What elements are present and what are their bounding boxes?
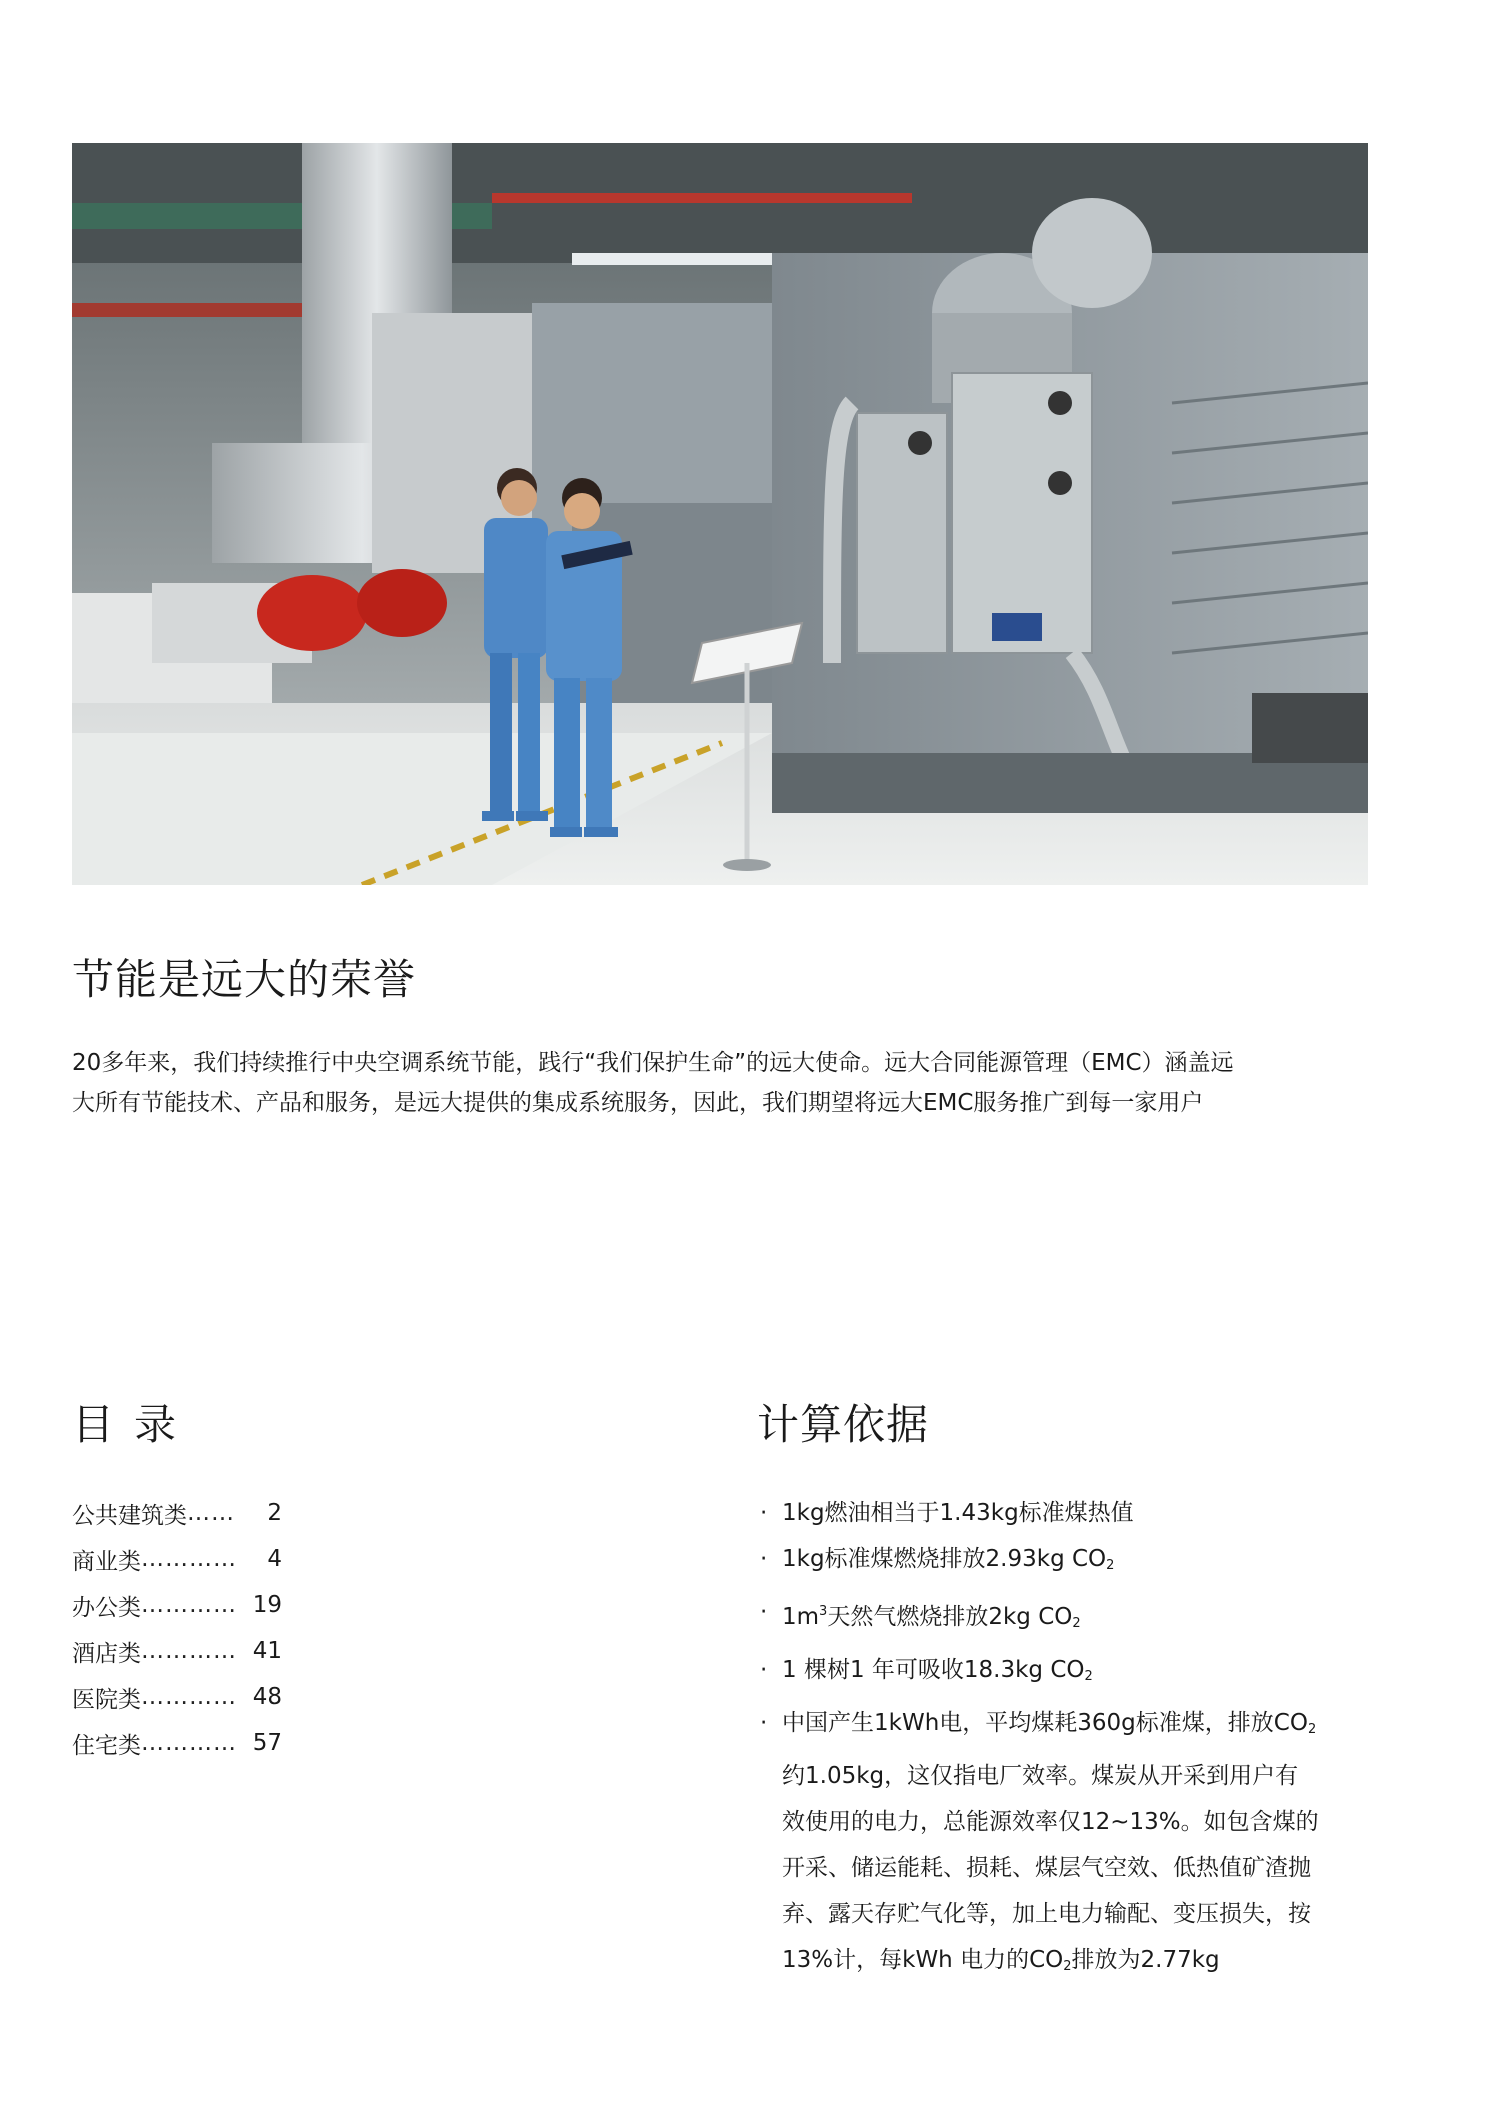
bullet-marker: ·: [760, 1657, 768, 1683]
calc-item-electricity: [760, 1700, 1380, 1990]
calc-line-6-text: 13%计，每kWh 电力的CO: [782, 1947, 1064, 1973]
toc-item-page: 41: [252, 1638, 282, 1664]
toc-item-leader: …………: [141, 1638, 237, 1664]
calc-title: 计算依据: [757, 1400, 930, 1449]
calc-line-3: 效使用的电力，总能源效率仅12~13%。如包含煤的: [782, 1809, 1319, 1835]
calculation-basis-list: [760, 1490, 1380, 1990]
toc-title: 目录: [72, 1400, 197, 1449]
calc-item-text: 1kg燃油相当于1.43kg标准煤热值: [782, 1500, 1134, 1526]
toc-item-name: 公共建筑类: [72, 1502, 187, 1529]
bullet-marker: ·: [760, 1599, 768, 1625]
calc-item-text: 1 棵树1 年可吸收18.3kg CO: [782, 1657, 1085, 1683]
toc-item-leader: …………: [141, 1546, 237, 1572]
calc-line-4: 开采、储运能耗、损耗、煤层气空效、低热值矿渣抛: [782, 1855, 1311, 1881]
calc-item-natural-gas: [760, 1589, 1380, 1647]
co2-subscript: 2: [1063, 1959, 1072, 1974]
calc-line-6: [782, 1937, 1380, 1990]
co2-subscript: 2: [1072, 1616, 1081, 1631]
toc-item-leader: …………: [141, 1592, 237, 1618]
calc-line-6-end: 排放为2.77kg: [1071, 1947, 1220, 1973]
calc-item-fuel-oil: [760, 1490, 1380, 1536]
toc-item-name: 医院类: [72, 1686, 141, 1713]
toc-item-name: 住宅类: [72, 1732, 141, 1759]
calc-line-2: 约1.05kg，这仅指电厂效率。煤炭从开采到用户有: [782, 1763, 1299, 1789]
toc-item-office[interactable]: [72, 1582, 282, 1628]
toc-item-hospital[interactable]: [72, 1674, 282, 1720]
calc-item-text-cont: 天然气燃烧排放2kg CO: [827, 1604, 1073, 1630]
co2-subscript: 2: [1106, 1558, 1115, 1573]
toc-item-name: 酒店类: [72, 1640, 141, 1667]
co2-subscript: 2: [1084, 1669, 1093, 1684]
table-of-contents: [72, 1490, 282, 1766]
calc-line-5: 弃、露天存贮气化等，加上电力输配、变压损失，按: [782, 1901, 1311, 1927]
calc-line-1: [782, 1700, 1380, 1753]
toc-item-name: 办公类: [72, 1594, 141, 1621]
bullet-marker: ·: [760, 1546, 768, 1572]
toc-item-residential[interactable]: [72, 1720, 282, 1766]
bullet-marker: ·: [760, 1500, 768, 1526]
hero-photo: [72, 143, 1368, 885]
calc-item-text: 1m: [782, 1604, 820, 1630]
co2-subscript: 2: [1307, 1722, 1317, 1737]
intro-line-1: 20多年来，我们持续推行中央空调系统节能，践行“我们保护生命”的远大使命。远大合同能源管理（EMC）涵盖远: [72, 1050, 1234, 1076]
toc-item-hotel[interactable]: [72, 1628, 282, 1674]
toc-item-leader: …………: [141, 1730, 237, 1756]
toc-item-commercial[interactable]: [72, 1536, 282, 1582]
page-title: 节能是远大的荣誉: [72, 955, 417, 1004]
toc-item-public-buildings[interactable]: [72, 1490, 282, 1536]
calc-line-1-text: 中国产生1kWh电，平均煤耗360g标准煤，排放CO: [782, 1710, 1308, 1736]
bullet-marker: ·: [760, 1710, 768, 1736]
intro-line-2: 大所有节能技术、产品和服务，是远大提供的集成系统服务，因此，我们期望将远大EMC服务推广到每一家用户: [72, 1090, 1204, 1116]
toc-item-page: 19: [252, 1592, 282, 1618]
calc-item-standard-coal: [760, 1536, 1380, 1589]
toc-item-leader: ……: [187, 1500, 235, 1526]
toc-item-page: 4: [267, 1546, 282, 1572]
plant-room-illustration: [72, 143, 1368, 885]
calc-item-tree: [760, 1647, 1380, 1700]
cubic-superscript: 3: [819, 1604, 828, 1619]
toc-item-name: 商业类: [72, 1548, 141, 1575]
toc-item-leader: …………: [141, 1684, 237, 1710]
toc-item-page: 57: [252, 1730, 282, 1756]
toc-item-page: 2: [267, 1500, 282, 1526]
intro-paragraph: [72, 1043, 1372, 1123]
toc-item-page: 48: [252, 1684, 282, 1710]
calc-item-text: 1kg标准煤燃烧排放2.93kg CO: [782, 1546, 1107, 1572]
